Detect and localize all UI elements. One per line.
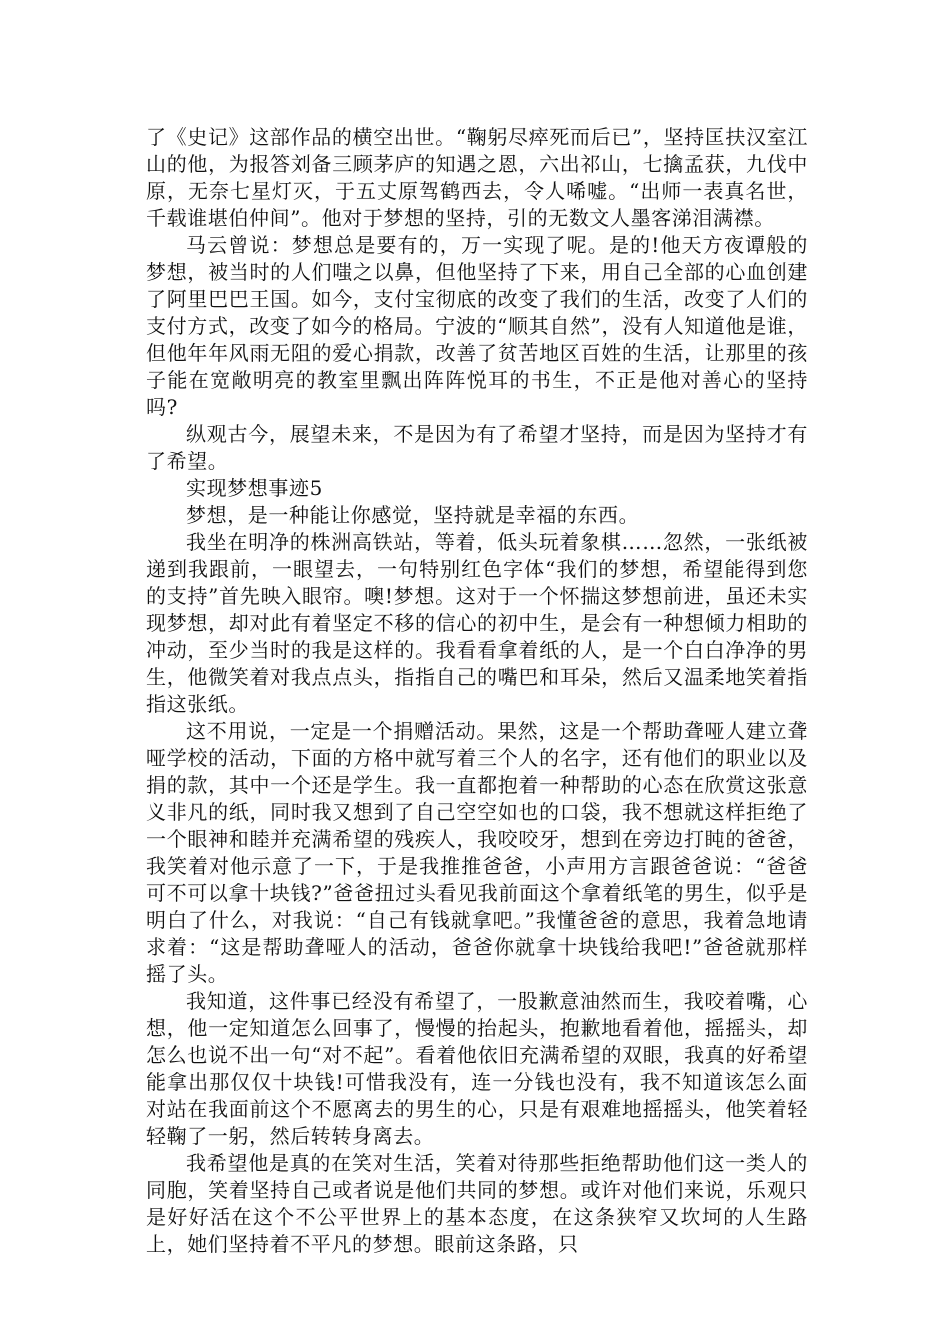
paragraph-1: 了《史记》这部作品的横空出世。“鞠躬尽瘁死而后已”，坚持匡扶汉室江山的他，为报答刘备三顾茅庐的知遇之恩，六出祁山，七擒孟获，九伐中原，无奈七星灯灭，于五丈原驾鹤西去，令人唏嘘。“出师一表真名世，千载谁堪伯仲间”。他对于梦想的坚持，引的无数文人墨客涕泪满襟。	[146, 125, 808, 230]
paragraph-2: 马云曾说：梦想总是要有的，万一实现了呢。是的!他天方夜谭般的梦想，被当时的人们嗤之以鼻，但他坚持了下来，用自己全部的心血创建了阿里巴巴王国。如今，支付宝彻底的改变了我们的生活，改变了人们的支付方式，改变了如今的格局。宁波的“顺其自然”，没有人知道他是谁，但他年年风雨无阻的爱心捐款，改善了贫苦地区百姓的生活，让那里的孩子能在宽敞明亮的教室里飘出阵阵悦耳的书生，不正是他对善心的坚持吗?	[146, 233, 808, 419]
paragraph-8: 我希望他是真的在笑对生活，笑着对待那些拒绝帮助他们这一类人的同胞，笑着坚持自己或者说是他们共同的梦想。或许对他们来说，乐观只是好好活在这个不公平世界上的基本态度，在这条狭窄又坎坷的人生路上，她们坚持着不平凡的梦想。眼前这条路，只	[146, 1151, 808, 1256]
paragraph-6: 这不用说，一定是一个捐赠活动。果然，这是一个帮助聋哑人建立聋哑学校的活动，下面的方格中就写着三个人的名字，还有他们的职业以及捐的款，其中一个还是学生。我一直都抱着一种帮助的心态在欣赏这张意义非凡的纸，同时我又想到了自己空空如也的口袋，我不想就这样拒绝了一个眼神和睦并充满希望的残疾人，我咬咬牙，想到在旁边打盹的爸爸，我笑着对他示意了一下，于是我推推爸爸，小声用方言跟爸爸说：“爸爸可不可以拿十块钱?”爸爸扭过头看见我前面这个拿着纸笔的男生，似乎是明白了什么，对我说：“自己有钱就拿吧。”我懂爸爸的意思，我着急地请求着：“这是帮助聋哑人的活动，爸爸你就拿十块钱给我吧!”爸爸就那样摇了头。	[146, 719, 808, 986]
paragraph-7: 我知道，这件事已经没有希望了，一股歉意油然而生，我咬着嘴，心想，他一定知道怎么回事了，慢慢的抬起头，抱歉地看着他，摇摇头，却怎么也说不出一句“对不起”。看着他依旧充满希望的双眼，我真的好希望能拿出那仅仅十块钱!可惜我没有，连一分钱也没有，我不知道该怎么面对站在我面前这个不愿离去的男生的心，只是有艰难地摇摇头，他笑着轻轻鞠了一躬，然后转转身离去。	[146, 989, 808, 1148]
paragraph-4: 梦想，是一种能让你感觉，坚持就是幸福的东西。	[186, 503, 640, 527]
paragraph-3: 纵观古今，展望未来，不是因为有了希望才坚持，而是因为坚持才有了希望。	[146, 422, 808, 473]
document-body	[146, 124, 808, 1258]
paragraph-5: 我坐在明净的株洲高铁站，等着，低头玩着象棋……忽然，一张纸被递到我跟前，一眼望去，一句特别红色字体“我们的梦想，希望能得到您的支持”首先映入眼帘。噢!梦想。这对于一个怀揣这梦想前进，虽还未实现梦想，却对此有着坚定不移的信心的初中生，是会有一种想倾力相助的冲动，至少当时的我是这样的。我看看拿着纸的人，是一个白白净净的男生，他微笑着对我点点头，指指自己的嘴巴和耳朵，然后又温柔地笑着指指这张纸。	[146, 530, 808, 716]
section-heading: 实现梦想事迹5	[186, 476, 323, 500]
